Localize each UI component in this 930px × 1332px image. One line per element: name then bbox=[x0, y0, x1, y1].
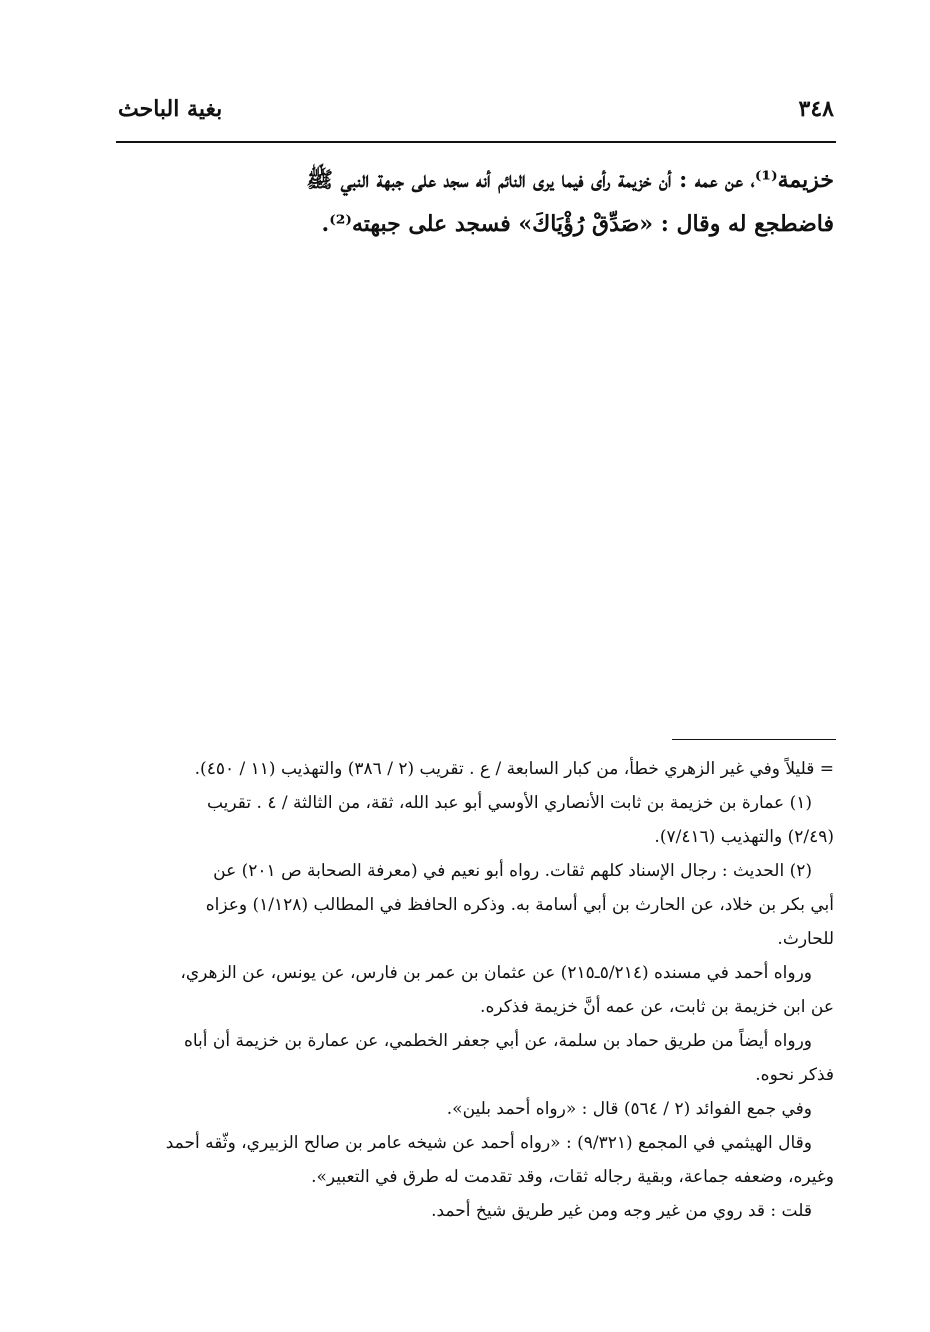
main-line-1: خزيمة⁽¹⁾، عن عمه : أن خزيمة رأى فيما يرى النائم أنه سجد على جبهة النبي ﷺ bbox=[306, 167, 834, 193]
footnote-1-line-1: (١) عمارة بن خزيمة بن ثابت الأنصاري الأوسي أبو عبد الله، ثقة، من الثالثة / ٤ . تقريب bbox=[206, 793, 812, 813]
header-rule bbox=[116, 141, 836, 143]
footnote-separator bbox=[672, 739, 836, 740]
footnote-para-3-line-1: ورواه أحمد في مسنده (٥/٢١٤ـ٢١٥) عن عثمان بن عمر بن فارس، عن يونس، عن الزهري، bbox=[180, 963, 812, 983]
footnote-para-6-line-2: وغيره، وضعفه جماعة، وبقية رجاله ثقات، وقد تقدمت له طرق في التعبير». bbox=[311, 1167, 834, 1187]
footnote-para-5: وفي جمع الفوائد (٢ / ٥٦٤) قال : «رواه أحمد بلين». bbox=[446, 1099, 812, 1119]
footnote-2-line-3: للحارث. bbox=[777, 929, 834, 949]
page-number: ٣٤٨ bbox=[798, 96, 834, 122]
footnote-para-6-line-1: وقال الهيثمي في المجمع (٩/٣٢١) : «رواه أحمد عن شيخه عامر بن صالح الزبيري، وثّقه أحمد bbox=[165, 1133, 812, 1153]
page-header bbox=[118, 92, 834, 132]
main-text bbox=[118, 158, 834, 246]
footnote-2-line-2: أبي بكر بن خلاد، عن الحارث بن أبي أسامة به. وذكره الحافظ في المطالب (١/١٢٨) وعزاه bbox=[205, 895, 834, 915]
footnote-2-line-1: (٢) الحديث : رجال الإسناد كلهم ثقات. رواه أبو نعيم في (معرفة الصحابة ص ٢٠١) عن bbox=[213, 861, 812, 881]
running-title: بغية الباحث bbox=[118, 96, 223, 122]
footnote-para-4-line-1: ورواه أيضاً من طريق حماد بن سلمة، عن أبي جعفر الخطمي، عن عمارة بن خزيمة أن أباه bbox=[183, 1031, 812, 1051]
footnotes bbox=[118, 752, 834, 1228]
footnote-para-4-line-2: فذكر نحوه. bbox=[755, 1065, 834, 1085]
footnote-para-3-line-2: عن ابن خزيمة بن ثابت، عن عمه أنَّ خزيمة فذكره. bbox=[480, 997, 834, 1017]
footnote-continuation: = قليلاً وفي غير الزهري خطأ، من كبار السابعة / ع . تقريب (٢ / ٣٨٦) والتهذيب (١١ / ٤٥٠). bbox=[194, 759, 834, 779]
footnote-para-7: قلت : قد روي من غير وجه ومن غير طريق شيخ أحمد. bbox=[431, 1201, 812, 1221]
footnote-1-line-2: (٢/٤٩) والتهذيب (٧/٤١٦). bbox=[654, 827, 834, 847]
main-line-2: فاضطجع له وقال : «صَدِّقْ رُؤْيَاكَ» فسجد على جبهته⁽²⁾. bbox=[321, 211, 834, 237]
